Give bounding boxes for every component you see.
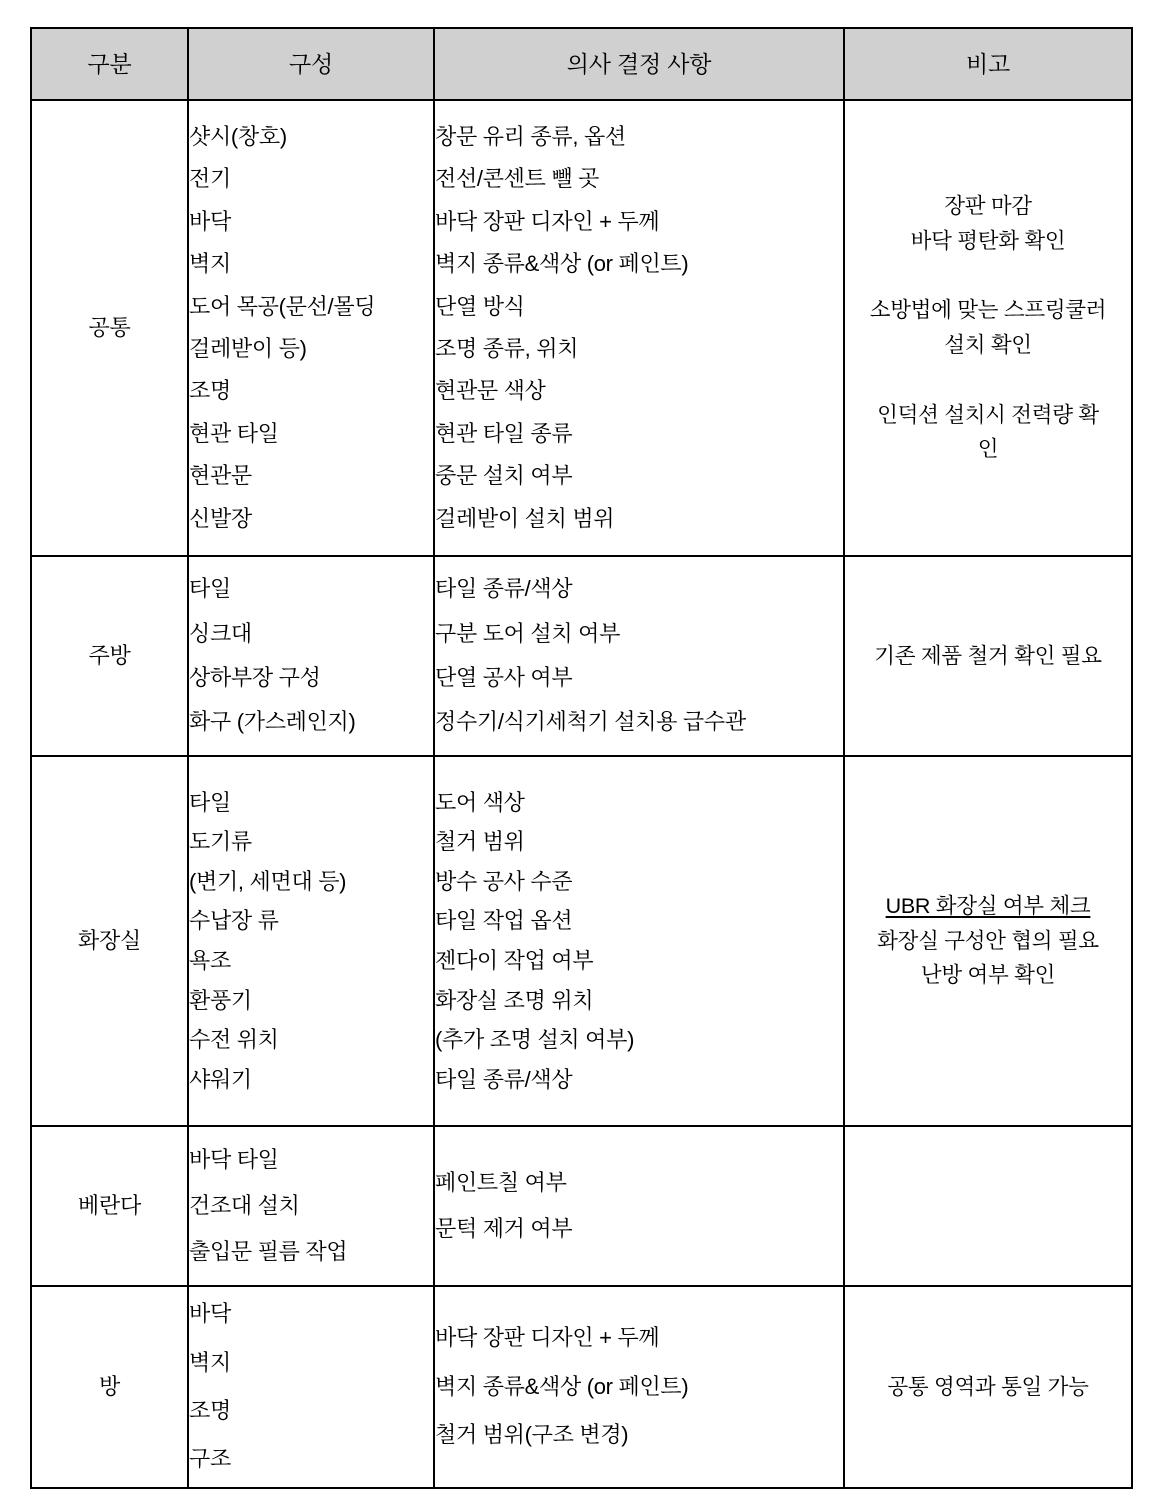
remark-line-list [845, 1370, 1131, 1405]
text-line: 벽지 [189, 1349, 231, 1375]
text-line: 수납장 류 [189, 908, 279, 934]
text-line: 걸레받이 등) [189, 336, 307, 361]
text-line: 벽지 종류&색상 (or 페인트) [435, 1373, 689, 1399]
text-line: 전기 [189, 166, 231, 192]
text-line: 페인트칠 여부 [435, 1169, 567, 1195]
text-line: 도기류 [189, 829, 252, 855]
cell-decision [434, 1126, 844, 1286]
interior-spec-table [30, 27, 1133, 1489]
text-line: 구분 도어 설치 여부 [435, 620, 621, 646]
text-line: 젠다이 작업 여부 [435, 948, 594, 973]
text-line: 창문 유리 종류, 옵션 [435, 123, 626, 149]
text-line: 조명 종류, 위치 [435, 336, 579, 361]
text-line: 타일 [189, 576, 231, 602]
text-line: 구조 [189, 1446, 231, 1472]
table-row [31, 100, 1132, 556]
remark-line-list [845, 189, 1131, 468]
text-line: 타일 작업 옵션 [435, 908, 573, 934]
table-header [31, 28, 1132, 100]
cell-remark [844, 100, 1132, 556]
remark-line: 인 [977, 437, 999, 462]
table-row [31, 1286, 1132, 1488]
text-line: 타일 종류/색상 [435, 576, 573, 602]
cell-remark [844, 1286, 1132, 1488]
text-line: 현관 타일 종류 [435, 420, 573, 446]
cell-decision [434, 1286, 844, 1488]
text-line: 벽지 종류&색상 (or 페인트) [435, 251, 689, 277]
composition-line-list [189, 1290, 433, 1484]
text-line: 조명 [189, 378, 231, 404]
remark-line: 장판 마감 [944, 193, 1032, 218]
decision-line-list [435, 116, 843, 541]
cell-decision [434, 756, 844, 1126]
composition-line-list [189, 567, 433, 745]
column-header-composition: 구성 [188, 28, 434, 100]
column-header-remark: 비고 [844, 28, 1132, 100]
cell-category: 주방 [31, 556, 188, 756]
text-line: 전선/콘센트 뺄 곳 [435, 166, 600, 192]
cell-category: 공통 [31, 100, 188, 556]
text-line: 바닥 장판 디자인 + 두께 [435, 208, 660, 234]
text-line: 바닥 장판 디자인 + 두께 [435, 1325, 660, 1351]
composition-line-list [189, 116, 433, 541]
text-line: (변기, 세면대 등) [189, 868, 347, 894]
text-line: (추가 조명 설치 여부) [435, 1027, 635, 1053]
text-line: 건조대 설치 [189, 1192, 300, 1218]
text-line: 단열 방식 [435, 293, 525, 319]
text-line: 벽지 [189, 251, 231, 277]
table-row [31, 756, 1132, 1126]
text-line: 욕조 [189, 948, 231, 973]
text-line: 바닥 [189, 208, 231, 234]
decision-line-list [435, 1160, 843, 1252]
remark-line: 소방법에 맞는 스프링쿨러 [869, 298, 1107, 323]
text-line: 도어 목공(문선/몰딩 [189, 293, 376, 319]
column-header-decision: 의사 결정 사항 [434, 28, 844, 100]
cell-composition [188, 1126, 434, 1286]
text-line: 싱크대 [189, 620, 252, 646]
text-line: 수전 위치 [189, 1027, 279, 1053]
remark-line: 인덕션 설치시 전력량 확 [877, 402, 1099, 427]
text-line: 조명 [189, 1398, 231, 1423]
header-row [31, 28, 1132, 100]
decision-line-list [435, 783, 843, 1100]
remark-line-underlined: UBR 화장실 여부 체크 [885, 893, 1091, 918]
text-line: 정수기/식기세척기 설치용 급수관 [435, 709, 746, 735]
text-line: 화장실 조명 위치 [435, 987, 594, 1013]
remark-line: 공통 영역과 통일 가능 [887, 1374, 1089, 1399]
cell-decision [434, 556, 844, 756]
table-row [31, 556, 1132, 756]
cell-remark [844, 1126, 1132, 1286]
text-line: 철거 범위 [435, 829, 525, 855]
text-line: 걸레받이 설치 범위 [435, 505, 615, 531]
text-line: 도어 색상 [435, 789, 525, 815]
cell-remark [844, 556, 1132, 756]
cell-composition [188, 756, 434, 1126]
text-line: 현관 타일 [189, 420, 279, 446]
text-line: 단열 공사 여부 [435, 665, 573, 690]
text-line: 화구 (가스레인지) [189, 709, 356, 735]
text-line: 현관문 [189, 463, 252, 489]
composition-line-list [189, 1137, 433, 1276]
text-line: 바닥 타일 [189, 1146, 279, 1172]
text-line: 철거 범위(구조 변경) [435, 1422, 629, 1448]
text-line: 바닥 [189, 1301, 231, 1327]
text-line: 출입문 필름 작업 [189, 1239, 348, 1265]
remark-line: 난방 여부 확인 [920, 963, 1056, 988]
remark-line: 화장실 구성안 협의 필요 [877, 928, 1099, 953]
cell-remark [844, 756, 1132, 1126]
text-line: 환풍기 [189, 987, 252, 1013]
remark-line: 바닥 평탄화 확인 [910, 228, 1066, 253]
cell-category: 베란다 [31, 1126, 188, 1286]
composition-line-list [189, 783, 433, 1100]
cell-composition [188, 100, 434, 556]
text-line: 샤워기 [189, 1066, 252, 1092]
remark-line [845, 258, 1131, 293]
remark-line [845, 363, 1131, 398]
text-line: 신발장 [189, 505, 252, 531]
table-row [31, 1126, 1132, 1286]
cell-decision [434, 100, 844, 556]
text-line: 중문 설치 여부 [435, 463, 573, 489]
cell-category: 방 [31, 1286, 188, 1488]
table-body [31, 100, 1132, 1488]
column-header-category: 구분 [31, 28, 188, 100]
decision-line-list [435, 1314, 843, 1459]
cell-composition [188, 1286, 434, 1488]
text-line: 문턱 제거 여부 [435, 1216, 573, 1241]
remark-line-list [845, 639, 1131, 674]
remark-line: 설치 확인 [944, 333, 1032, 357]
text-line: 현관문 색상 [435, 378, 546, 404]
decision-line-list [435, 567, 843, 745]
cell-category: 화장실 [31, 756, 188, 1126]
text-line: 상하부장 구성 [189, 665, 321, 690]
remark-line: 기존 제품 철거 확인 필요 [874, 643, 1102, 668]
text-line: 샷시(창호) [189, 123, 287, 149]
cell-composition [188, 556, 434, 756]
text-line: 타일 [189, 789, 231, 815]
text-line: 타일 종류/색상 [435, 1066, 573, 1092]
text-line: 방수 공사 수준 [435, 868, 573, 894]
remark-line-list [845, 889, 1131, 993]
